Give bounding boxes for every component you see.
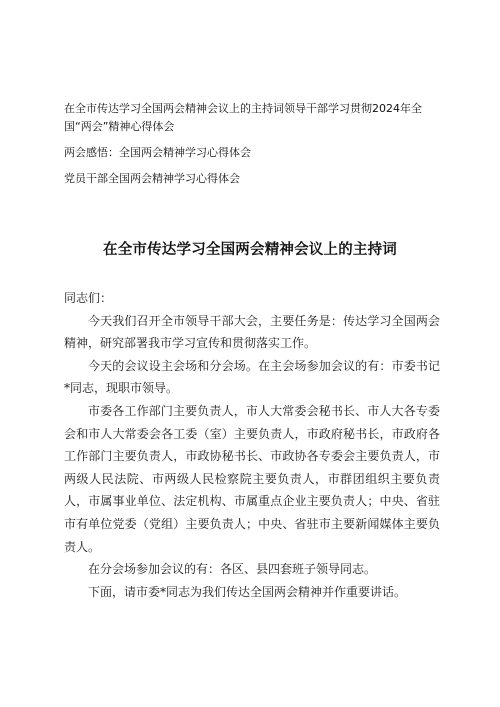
related-article-item: 在全市传达学习全国两会精神会议上的主持词领导干部学习贯彻2024年全国“两会”精神心得体会	[64, 102, 422, 133]
salutation: 同志们：	[64, 291, 113, 305]
related-article-item: 两会感悟：全国两会精神学习心得体会	[64, 146, 251, 159]
related-articles-list	[64, 100, 444, 196]
document-title: 在全市传达学习全国两会精神会议上的主持词	[103, 242, 397, 258]
related-article-item: 党员干部全国两会精神学习心得体会	[64, 172, 240, 185]
body-paragraph: 市委各工作部门主要负责人，市人大常委会秘书长、市人大各专委会和市人大常委会各工委（室）主要负责人，市政府秘书长，市政府各工作部门主要负责人，市政协秘书长、市政协各专委会主要负责人，市两级人民法院、市两级人民检察院主要负责人，市群团组织主要负责人，市属事业单位、法定机构、市属重点企业主要负责人；中央、省驻市有单位党委（党组）主要负责人；中央、省驻市主要新闻媒体主要负责人。	[64, 403, 440, 554]
body-paragraph: 在分会场参加会议的有：各区、县四套班子领导同志。	[88, 562, 377, 577]
document-body	[64, 287, 440, 603]
body-paragraph: 今天的会议设主会场和分会场。在主会场参加会议的有：市委书记*同志，现职市领导。	[64, 358, 440, 396]
body-paragraph: 今天我们召开全市领导干部大会，主要任务是：传达学习全国两会精神，研究部署我市学习宣传和贯彻落实工作。	[64, 313, 440, 351]
body-paragraph: 下面，请市委*同志为我们传达全国两会精神并作重要讲话。	[88, 584, 407, 599]
